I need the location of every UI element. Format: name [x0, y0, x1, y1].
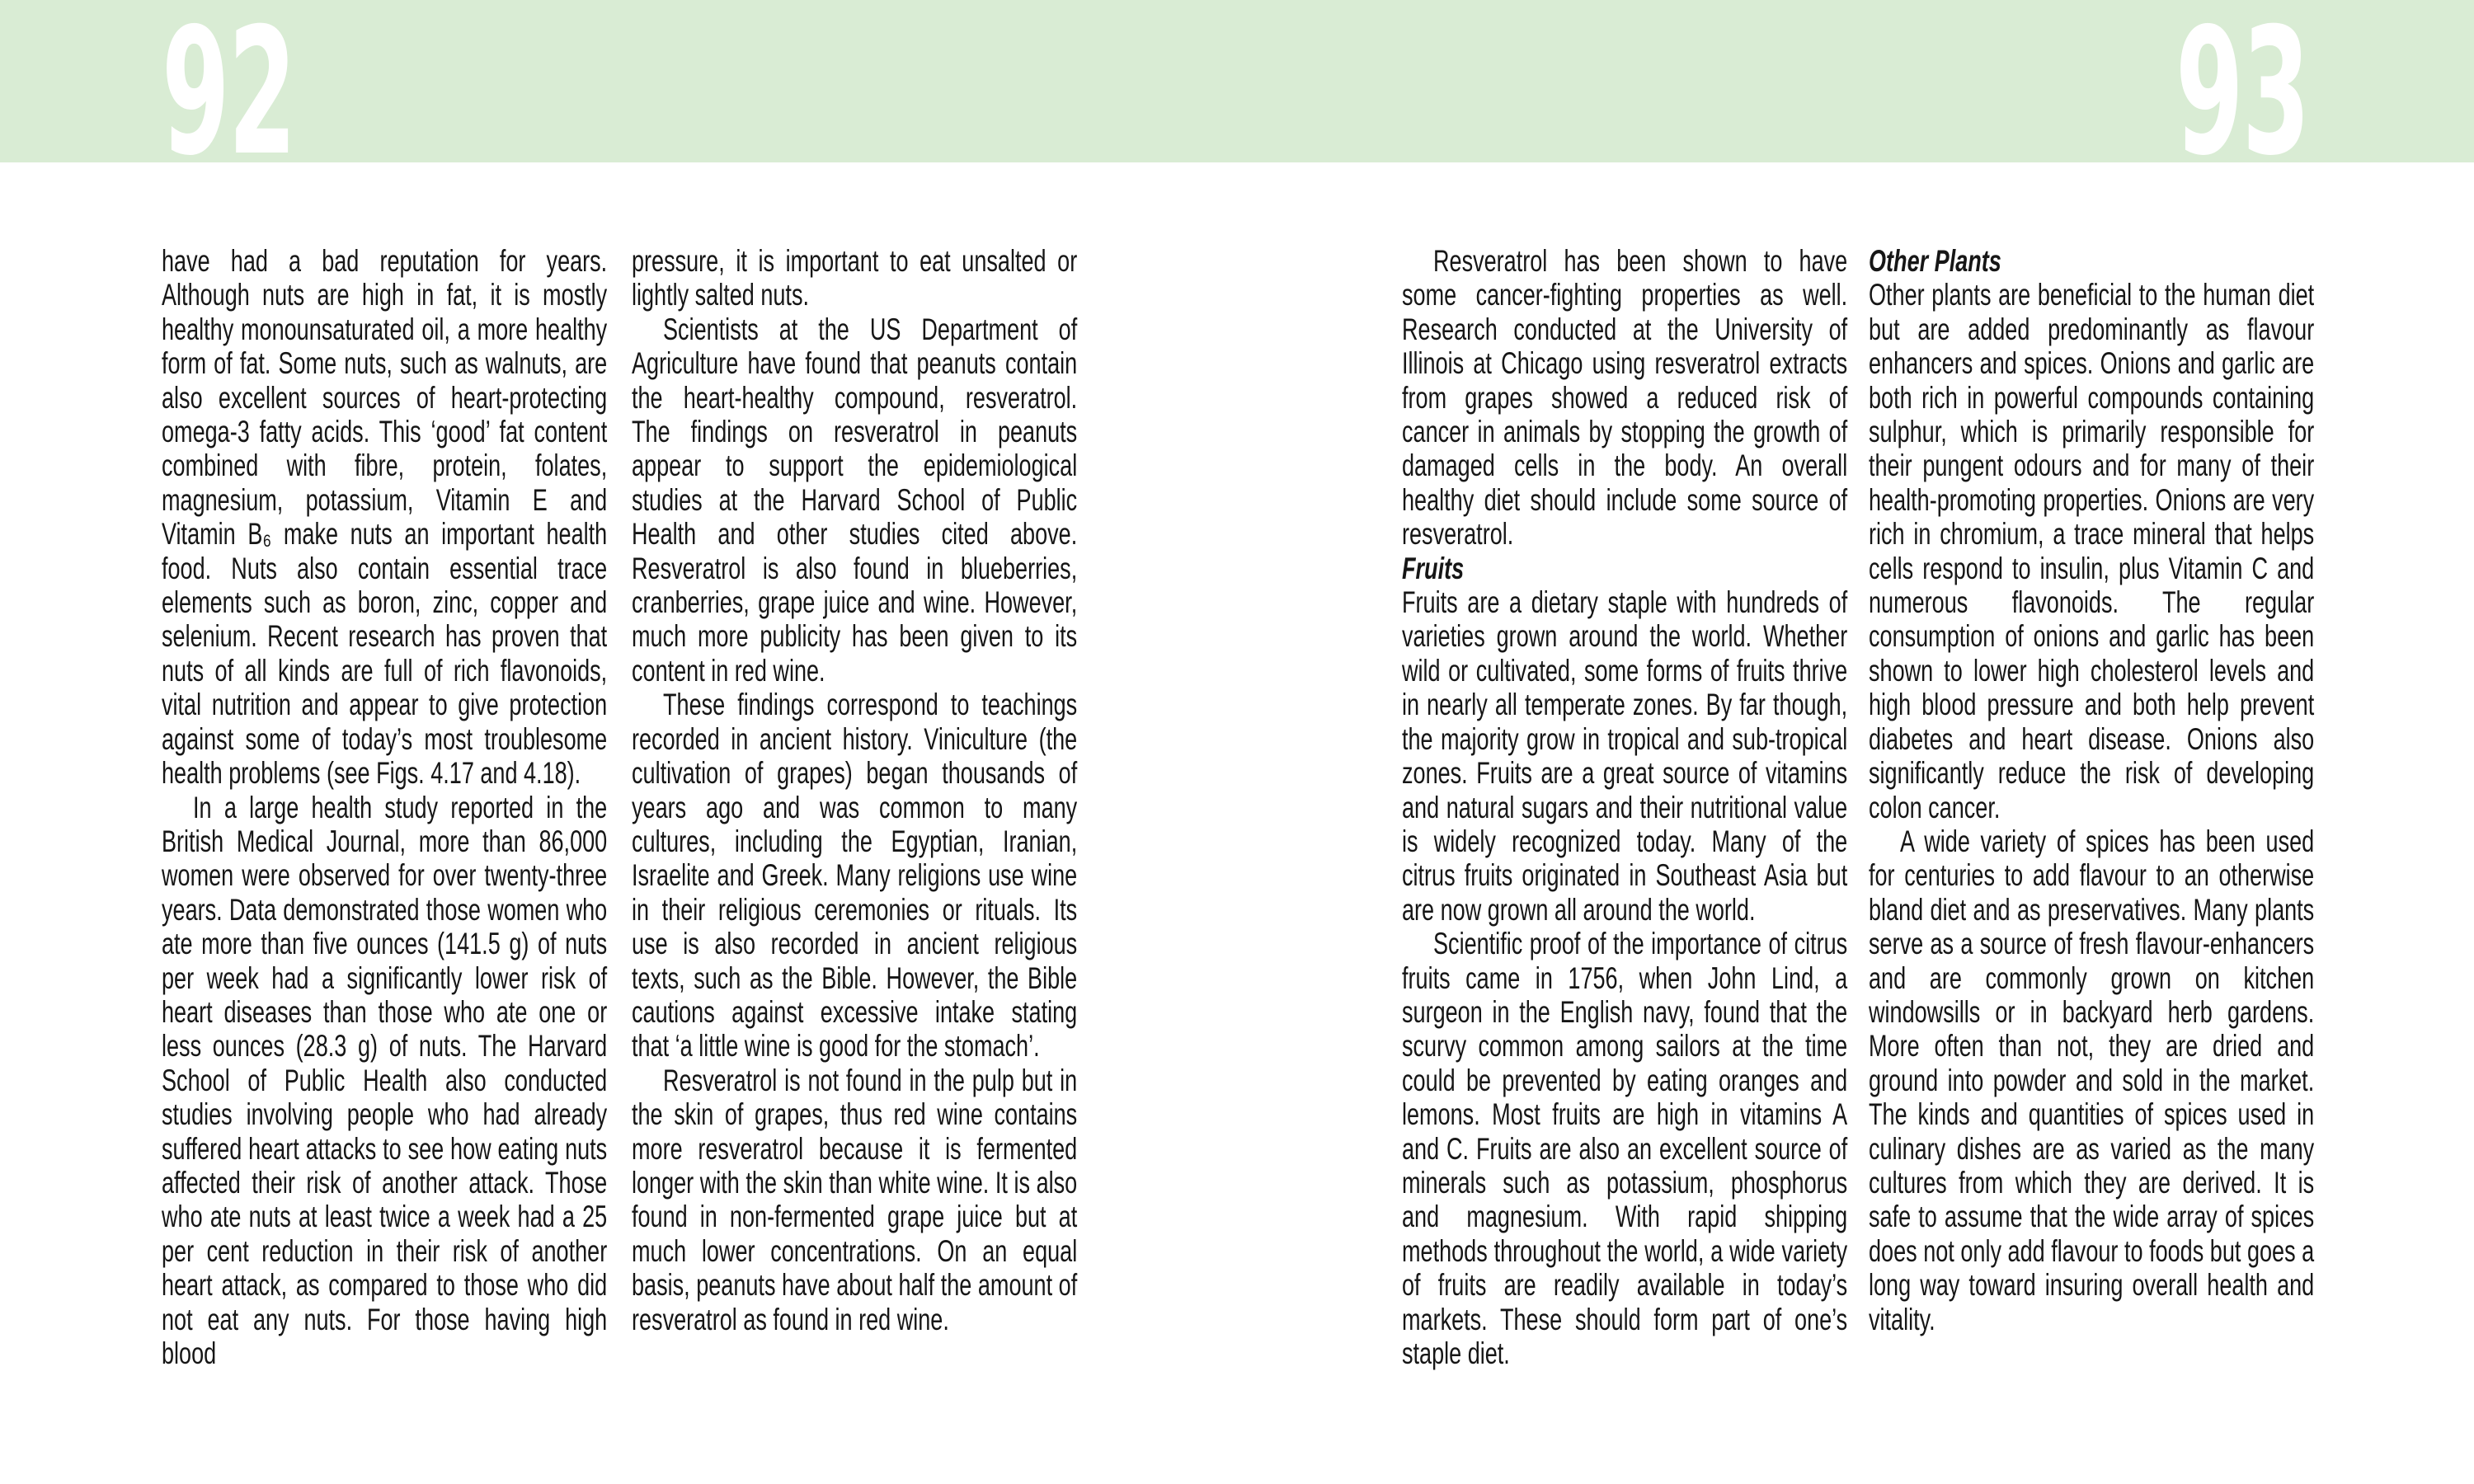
paragraph: In a large health study reported in the British Medical Journal, more than 86,000 women were observed for over twenty-three years. Data demonstrated those women who ate more than five ounces (141.5 g) of nuts per week had a significantly lower risk of heart diseases than those who ate one or less ounces (28.3 g) of nuts. The Harvard School of Public Health also conducted studies involving people who had already suffered heart attacks to see how eating nuts affected their risk of another attack. Those who ate nuts at least twice a week had a 25 per cent reduction in their risk of another heart attack, as compared to those who did not eat any nuts. For those having high blood [162, 790, 608, 1370]
page-number-left: 92 [162, 0, 295, 194]
text-column-4 [1869, 244, 2314, 1336]
section-heading: Fruits [1402, 551, 1465, 585]
text-column-1 [162, 244, 607, 1370]
paragraph: Resveratrol has been shown to have some cancer-fighting properties as well. Research conducted at the University of Illinois at Chicago using resveratrol extracts from grapes showed a reduced risk of cancer in animals by stopping the growth of damaged cells in the body. An overall healthy diet should include some source of resveratrol. [1402, 244, 1848, 552]
paragraph: Scientists at the US Department of Agriculture have found that peanuts contain the heart-healthy compound, resveratrol. The findings on resveratrol in peanuts appear to support the epidemiological studies at the Harvard School of Public Health and other studies cited above. Resveratrol is also found in blueberries, cranberries, grape juice and wine. However, much more publicity has been given to its content in red wine. [632, 312, 1078, 688]
paragraph: Fruits are a dietary staple with hundreds of varieties grown around the world. Whether wild or cultivated, some forms of fruits thrive in nearly all temperate zones. By far though, the majority grow in tropical and sub-tropical zones. Fruits are a great source of vitamins and natural sugars and their nutritional value is widely recognized today. Many of the citrus fruits originated in Southeast Asia but are now grown all around the world. [1402, 585, 1848, 927]
paragraph: Scientific proof of the importance of citrus fruits came in 1756, when John Lind, a surgeon in the English navy, found that the scurvy common among sailors at the time could be prevented by eating oranges and lemons. Most fruits are high in vitamins A and C. Fruits are also an excellent source of minerals such as potassium, phosphorus and magnesium. With rapid shipping methods throughout the world, a wide variety of fruits are readily available in today’s markets. These should form part of one’s staple diet. [1402, 927, 1848, 1370]
section-heading: Other Plants [1869, 244, 2001, 278]
header-band [0, 0, 2474, 162]
paragraph: Other plants are beneficial to the human diet but are added predominantly as flavour enhancers and spices. Onions and garlic are both rich in powerful compounds containing sulphur, which is primarily responsible for their pungent odours and for many of their health-promoting properties. Onions are very rich in chromium, a trace mineral that helps cells respond to insulin, plus Vitamin C and numerous flavonoids. The regular consumption of onions and garlic has been shown to lower high cholesterol levels and high blood pressure and both help prevent diabetes and heart disease. Onions also significantly reduce the risk of developing colon cancer. [1869, 278, 2315, 824]
paragraph: pressure, it is important to eat unsalted or lightly salted nuts. [632, 244, 1078, 312]
paragraph: A wide variety of spices has been used for centuries to add flavour to an otherwise bland diet and as preservatives. Many plants serve as a source of fresh flavour-enhancers and are commonly grown on kitchen windowsills or in backyard herb gardens. More often than not, they are dried and ground into powder and sold in the market. The kinds and quantities of spices used in culinary dishes are as varied as the many cultures from which they are derived. It is safe to assume that the wide array of spices does not only add flavour to foods but goes a long way toward insuring overall health and vitality. [1869, 824, 2315, 1336]
paragraph: These findings correspond to teachings recorded in ancient history. Viniculture (the cultivation of grapes) began thousands of years ago and was common to many cultures, including the Egyptian, Iranian, Israelite and Greek. Many religions use wine in their religious ceremonies or rituals. Its use is also recorded in ancient religious texts, such as the Bible. However, the Bible cautions against excessive intake stating that ‘a little wine is good for the stomach’. [632, 688, 1078, 1064]
paragraph: have had a bad reputation for years. Although nuts are high in fat, it is mostly healthy monounsaturated oil, a more healthy form of fat. Some nuts, such as walnuts, are also excellent sources of heart-protecting omega-3 fatty acids. This ‘good’ fat content combined with fibre, protein, folates, magnesium, potassium, Vitamin E and Vitamin B₆ make nuts an important health food. Nuts also contain essential trace elements such as boron, zinc, copper and selenium. Recent research has proven that nuts of all kinds are full of rich flavonoids, vital nutrition and appear to give protection against some of today’s most troublesome health problems (see Figs. 4.17 and 4.18). [162, 244, 608, 791]
page-number-right: 93 [2175, 0, 2309, 194]
paragraph: Resveratrol is not found in the pulp but in the skin of grapes, thus red wine contains more resveratrol because it is fermented longer with the skin than white wine. It is also found in non-fermented grape juice but at much lower concentrations. On an equal basis, peanuts have about half the amount of resveratrol as found in red wine. [632, 1063, 1078, 1336]
text-column-3 [1402, 244, 1847, 1370]
text-column-2 [632, 244, 1077, 1336]
